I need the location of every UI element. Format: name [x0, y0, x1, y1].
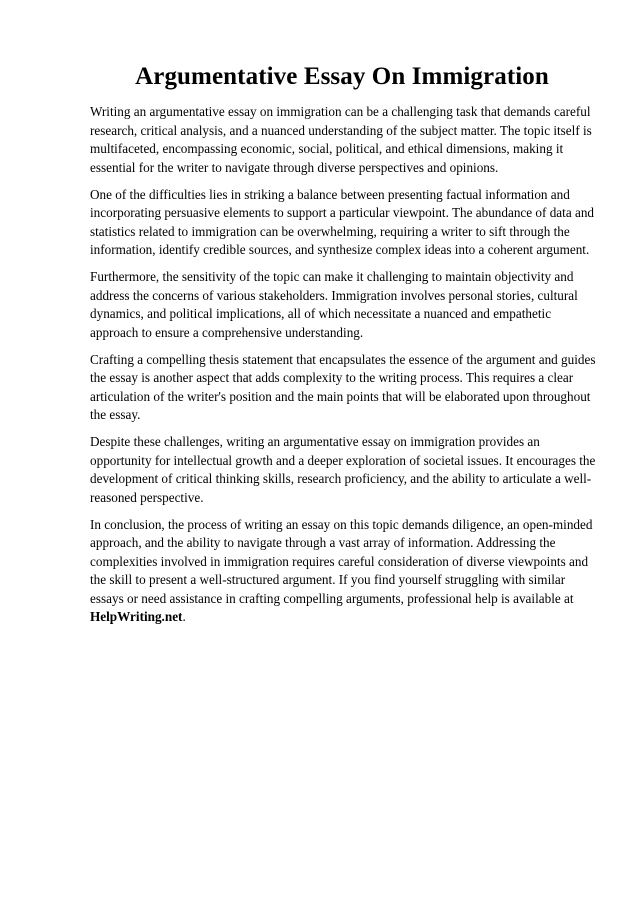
document-body [90, 103, 602, 635]
conclusion-text: In conclusion, the process of writing an essay on this topic demands diligence, an open-minded approach, and the ability to navigate through a vast array of information. Addressing the complexities involved in immigration requires careful consideration of diverse viewpoints and the skill to present a well-structured argument. If you find yourself struggling with similar essays or need assistance in crafting compelling arguments, professional help is available at [90, 516, 593, 606]
paragraph-2: One of the difficulties lies in striking a balance between presenting factual information and incorporating persuasive elements to support a particular viewpoint. The abundance of data and statistics related to immigration can be overwhelming, requiring a writer to sift through the information, identify credible sources, and synthesize complex ideas into a coherent argument. [90, 186, 595, 257]
paragraph-1: Writing an argumentative essay on immigration can be a challenging task that demands careful research, critical analysis, and a nuanced understanding of the subject matter. The topic itself is multifaceted, encompassing economic, social, political, and ethical dimensions, making it essential for the writer to navigate through diverse perspectives and opinions. [90, 104, 592, 175]
document-title: Argumentative Essay On Immigration [135, 63, 549, 90]
paragraph-3: Furthermore, the sensitivity of the topic can make it challenging to maintain objectivity and address the concerns of various stakeholders. Immigration involves personal stories, cultural dynamics, and political implications, all of which necessitate a nuanced and empathetic approach to ensure a comprehensive understanding. [90, 269, 578, 340]
conclusion-trailing-period: . [182, 609, 186, 624]
paragraph-conclusion [90, 516, 602, 627]
paragraph-4: Crafting a compelling thesis statement that encapsulates the essence of the argument and guides the essay is another aspect that adds complexity to the writing process. This requires a clear articulation of the writer's position and the main points that will be elaborated upon throughout the essay. [90, 351, 596, 422]
paragraph-5: Despite these challenges, writing an argumentative essay on immigration provides an opportunity for intellectual growth and a deeper exploration of societal issues. It encourages the development of critical thinking skills, research proficiency, and the ability to articulate a well-reasoned perspective. [90, 434, 596, 505]
helpwriting-link[interactable]: HelpWriting.net [90, 609, 183, 624]
